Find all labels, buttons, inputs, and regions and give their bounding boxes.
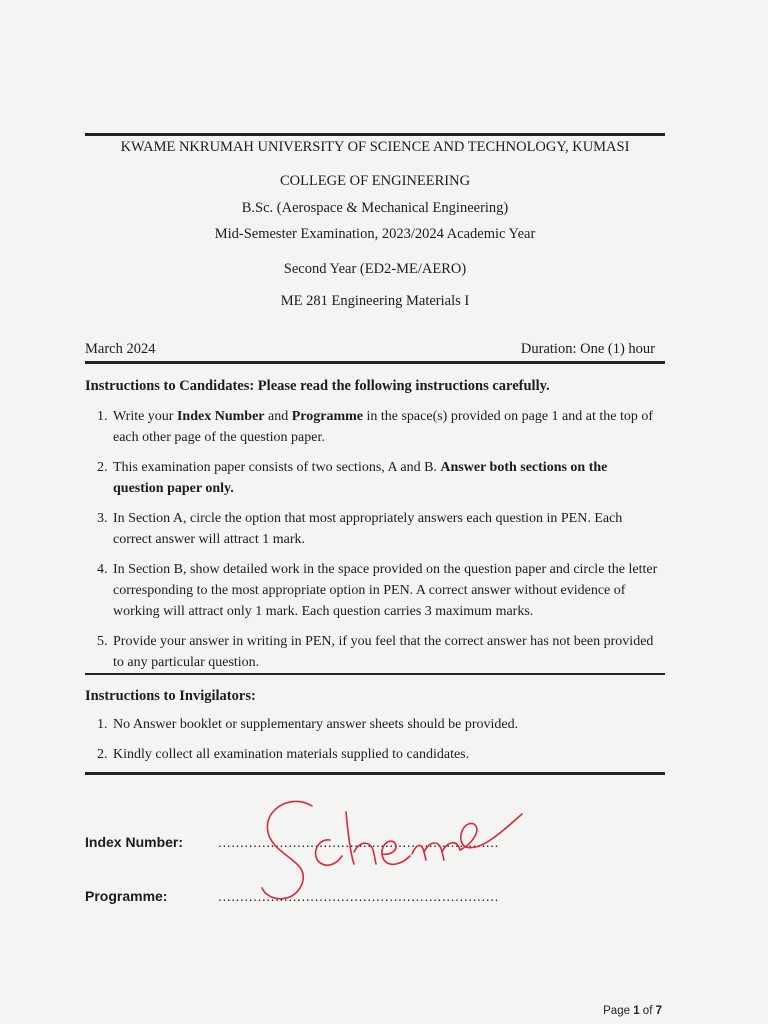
university-name: KWAME NKRUMAH UNIVERSITY OF SCIENCE AND TECHNOLOGY, KUMASI: [120, 139, 630, 155]
list-item: 4. In Section B, show detailed work in the space provided on the question paper and circle the letter corresponding to the most appropriate option in PEN. A correct answer without evidence of working will attract only 1 mark. Each question carries 3 maximum marks.: [97, 562, 658, 619]
date-duration-row: [85, 341, 665, 358]
list-item: 3. In Section A, circle the option that most appropriately answers each question in PEN. Each correct answer will attract 1 mark.: [97, 511, 623, 547]
course-title: ME 281 Engineering Materials I: [280, 293, 470, 309]
candidates-instructions: [85, 406, 660, 682]
handwritten-scheme-signature: [250, 792, 530, 912]
invigilators-instructions: [85, 714, 660, 774]
list-item: 2. Kindly collect all examination materials supplied to candidates.: [97, 747, 470, 762]
invigilators-heading: Instructions to Invigilators:: [85, 688, 256, 704]
top-rule: [85, 133, 665, 136]
index-number-field[interactable]: ................................................................: [218, 834, 499, 850]
list-item: 1. No Answer booklet or supplementary answer sheets should be provided.: [97, 717, 519, 732]
exam-duration: Duration: One (1) hour: [520, 341, 655, 357]
page-number: Page 1 of 7: [603, 1005, 662, 1017]
candidates-heading: Instructions to Candidates: Please read the following instructions carefully.: [85, 378, 550, 394]
programme-label: Programme:: [85, 888, 168, 904]
index-number-label: Index Number:: [85, 834, 184, 850]
form-top-rule: [85, 772, 665, 775]
exam-title: Mid-Semester Examination, 2023/2024 Academic Year: [214, 226, 536, 242]
list-item: 1. Write your Index Number and Programme in the space(s) provided on page 1 and at the top of each other page of the question paper.: [97, 409, 654, 445]
list-item: 5. Provide your answer in writing in PEN, if you feel that the correct answer has not been provided to any particular question.: [97, 634, 654, 670]
college-name: COLLEGE OF ENGINEERING: [279, 173, 471, 189]
programme-field[interactable]: ................................................................: [218, 888, 499, 904]
degree-programme: B.Sc. (Aerospace & Mechanical Engineering): [241, 200, 509, 216]
exam-date: March 2024: [85, 341, 156, 357]
list-item: 2. This examination paper consists of two sections, A and B. Answer both sections on the question paper only.: [97, 460, 608, 496]
header-bottom-rule: [85, 361, 665, 364]
section-rule: [85, 673, 665, 675]
year-group: Second Year (ED2-ME/AERO): [283, 261, 467, 277]
